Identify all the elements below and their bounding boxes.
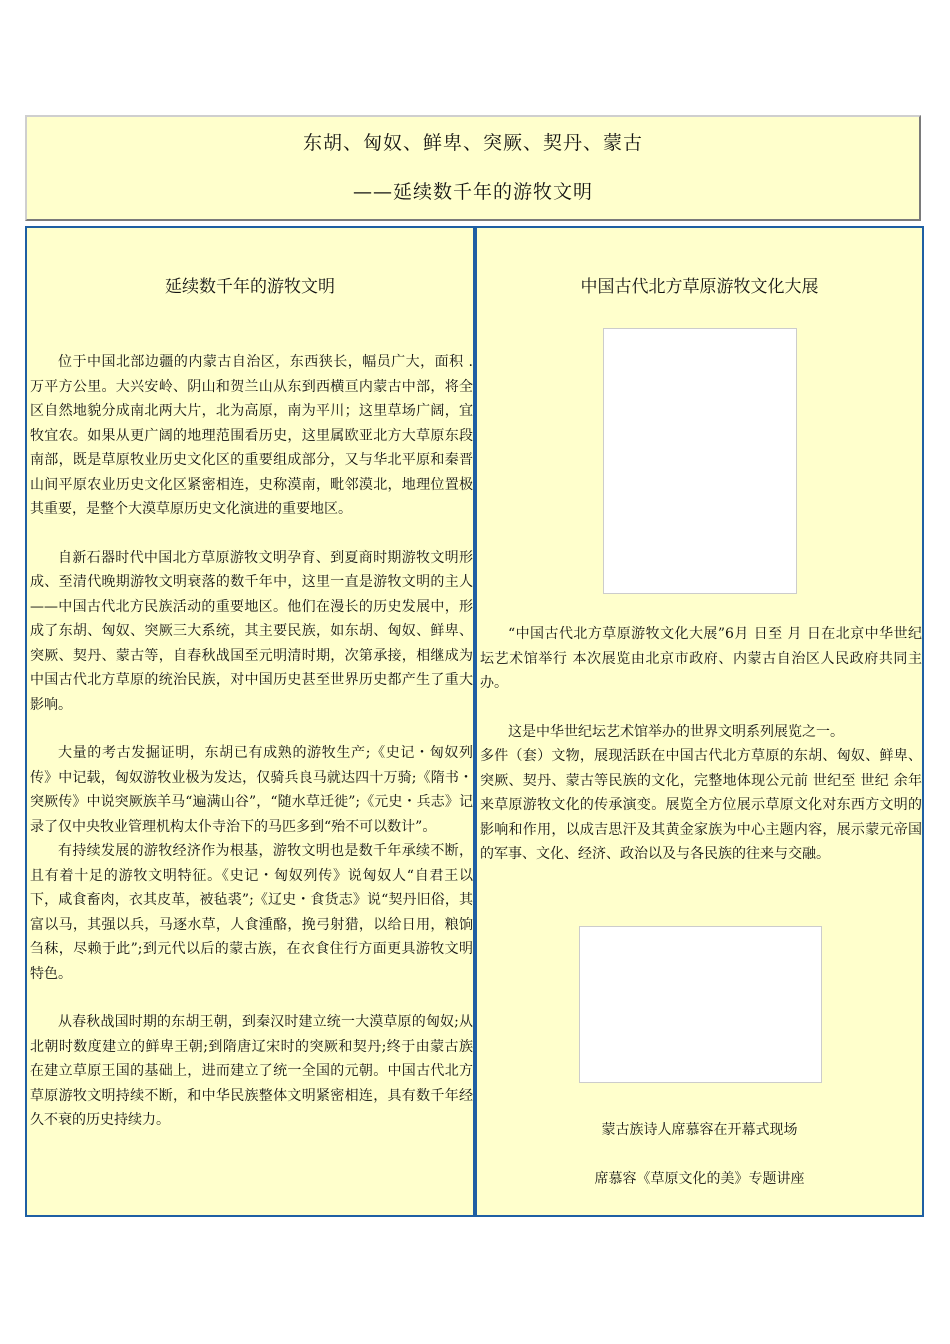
photo-caption: 蒙古族诗人席慕容在开幕式现场 [601,1122,798,1138]
exhibition-photo [603,328,797,594]
paragraph: 多件（套）文物，展现活跃在中国古代北方草原的东胡、匈奴、鲜卑、突厥、契丹、蒙古等民族的文化，完整地体现公元前 世纪至 世纪 余年来草原游牧文化的传承演变。展览全方位展示草原文化对东西方文明的影响和作用，以成吉思汗及其黄金家族为中心主题内容，展示蒙元帝国的军事、文化、经济、政治以及与各民族的往来与交融。 [480,748,922,862]
paragraph: 这是中华世纪坛艺术馆举办的世界文明系列展览之一。 [508,723,844,740]
paragraph: 有持续发展的游牧经济作为根基，游牧文明也是数千年承续不断，且有着十足的游牧文明特征。《史记・匈奴列传》说匈奴人“自君王以下，咸食畜肉，衣其皮革，被毡裘”;《辽史・食货志》说“契丹旧俗，其富以马，其强以兵，马逐水草，人食湩酪，挽弓射猎，以给日用，粮饷刍秣，尽赖于此”;到元代以后的蒙古族，在衣食住行方面更具游牧文明特色。 [30,843,473,982]
page-subtitle: ——延续数千年的游牧文明 [352,181,593,203]
paragraph: “中国古代北方草原游牧文化大展”6月 日至 月 日在北京中华世纪坛艺术馆举行 本次展览由北京市政府、内蒙古自治区人民政府共同主办。 [480,626,922,691]
lecture-photo [579,926,822,1083]
right-column-heading: 中国古代北方草原游牧文化大展 [580,277,819,297]
left-column [25,226,475,1217]
left-column-heading: 延续数千年的游牧文明 [165,277,335,297]
paragraph: 大量的考古发掘证明，东胡已有成熟的游牧生产;《史记・匈奴列传》中记载，匈奴游牧业极为发达，仅骑兵良马就达四十万骑;《隋书・突厥传》中说突厥族羊马“遍满山谷”，“随水草迁徙”;《元史・兵志》记录了仅中央牧业管理机构太仆寺治下的马匹多到“殆不可以数计”。 [30,745,473,835]
paragraph: 从春秋战国时期的东胡王朝，到秦汉时建立统一大漠草原的匈奴;从北朝时数度建立的鲜卑王朝;到隋唐辽宋时的突厥和契丹;终于由蒙古族在建立草原王国的基础上，进而建立了统一全国的元朝。中国古代北方草原游牧文明持续不断，和中华民族整体文明紧密相连，具有数千年经久不衰的历史持续力。 [30,1014,473,1128]
page-title: 东胡、匈奴、鲜卑、突厥、契丹、蒙古 [302,132,643,154]
right-article-body [480,622,922,867]
paragraph: 位于中国北部边疆的内蒙古自治区，东西狭长，幅员广大，面积 . 万平方公里。大兴安岭、阴山和贺兰山从东到西横亘内蒙古中部，将全区自然地貌分成南北两大片，北为高原，南为平川；这里草场广阔，宜牧宜农。如果从更广阔的地理范围看历史，这里属欧亚北方大草原东段南部，既是草原牧业历史文化区的重要组成部分，又与华北平原和秦晋山间平原农业历史文化区紧密相连，史称漠南，毗邻漠北，地理位置极其重要，是整个大漠草原历史文化演进的重要地区。 [30,354,473,517]
header-banner [25,115,921,221]
left-article-body [30,350,473,1133]
photo-caption: 席慕容《草原文化的美》专题讲座 [594,1171,805,1187]
right-column [475,226,924,1217]
paragraph: 自新石器时代中国北方草原游牧文明孕育、到夏商时期游牧文明形成、至清代晚期游牧文明衰落的数千年中，这里一直是游牧文明的主人——中国古代北方民族活动的重要地区。他们在漫长的历史发展中，形成了东胡、匈奴、突厥三大系统，其主要民族，如东胡、匈奴、鲜卑、突厥、契丹、蒙古等，自春秋战国至元明清时期，次第承接，相继成为中国古代北方草原的统治民族，对中国历史甚至世界历史都产生了重大影响。 [30,549,473,713]
